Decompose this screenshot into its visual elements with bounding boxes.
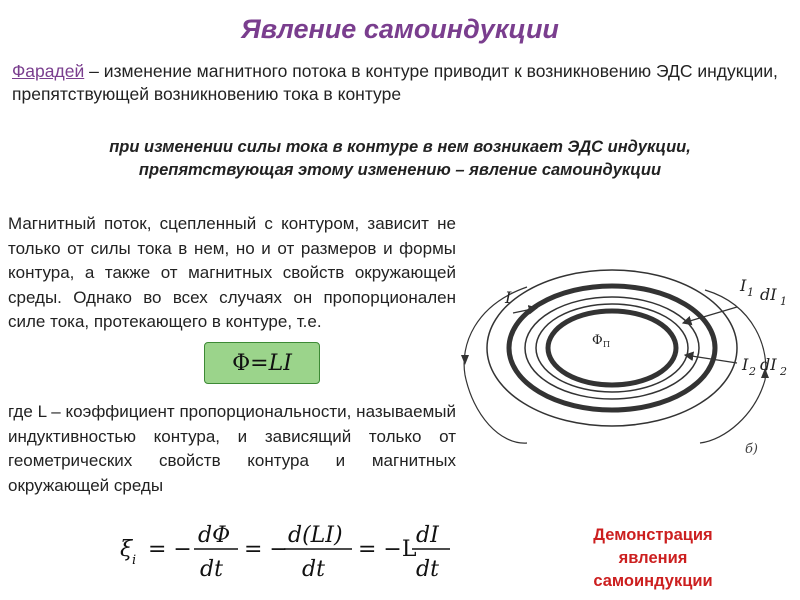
intro-text xyxy=(12,60,792,106)
faraday-link[interactable]: Фарадей xyxy=(12,61,85,81)
eq-dli: d(LI) xyxy=(288,523,343,548)
flux-paragraph: Магнитный поток, сцепленный с контуром, зависит не только от силы тока в нем, но и от размеров и формы контура, а также от магнитных свойств окружающей среды. Однако во всех случаях он пропорционален силе тока, протекающего в контуре, т.е. xyxy=(8,214,456,331)
label-di2: dI xyxy=(760,355,777,374)
eq-dt-1: dt xyxy=(200,557,223,582)
page-title: Явление самоиндукции xyxy=(241,14,559,44)
eq-minus-1: = − xyxy=(148,537,192,562)
ring-inner-thick xyxy=(548,311,676,385)
self-induction-equation xyxy=(120,512,460,588)
label-phi-sub: П xyxy=(603,340,610,349)
eq-xi: ξ xyxy=(120,537,133,562)
demo-link[interactable] xyxy=(568,524,738,593)
label-di1: dI xyxy=(760,285,777,304)
inductance-paragraph: где L – коэффициент пропорциональности, называемый индуктивностью контура, и зависящий только от геометрических свойств контура и магнитных окружающей среды xyxy=(8,402,456,495)
label-di1-sub: 1 xyxy=(780,295,787,308)
label-phi: Φ xyxy=(592,333,603,348)
label-i2-sub: 2 xyxy=(749,365,756,378)
label-i2: I xyxy=(742,355,749,374)
field-arrow-left xyxy=(461,355,469,365)
label-b: б) xyxy=(745,442,759,457)
eq-dt-3: dt xyxy=(416,557,439,582)
eq-dt-2: dt xyxy=(302,557,325,582)
eq-dphi: dΦ xyxy=(198,523,231,548)
eq-xi-sub: i xyxy=(132,553,137,568)
formula-li: LI xyxy=(268,350,292,376)
ring-middle-2 xyxy=(536,304,688,392)
formula-phi: Φ xyxy=(232,350,251,376)
formula-equals: = xyxy=(250,350,269,376)
flux-formula xyxy=(204,342,320,384)
eq-di: dI xyxy=(416,523,439,548)
eq-minus-2: = − xyxy=(244,537,288,562)
demo-line-1: Демонстрация xyxy=(593,526,713,544)
intro-body: – изменение магнитного потока в контуре приводит к возникновению ЭДС индукции, препятствующей возникновению тока в контуре xyxy=(12,61,778,104)
label-i1: I xyxy=(740,276,747,295)
definition-statement xyxy=(0,136,800,182)
demo-line-2: явления xyxy=(618,549,688,567)
eq-minus-l: = −L xyxy=(358,537,417,562)
definition-line-1: при изменении силы тока в контуре в нем возникает ЭДС индукции, xyxy=(109,138,691,156)
demo-line-3: самоиндукции xyxy=(593,572,713,590)
flux-rings-diagram xyxy=(455,265,800,465)
label-i1-sub: 1 xyxy=(747,286,754,299)
field-line-left xyxy=(464,287,527,443)
definition-line-2: препятствующая этому изменению – явление самоиндукции xyxy=(138,161,662,179)
label-di2-sub: 2 xyxy=(780,365,787,378)
label-i: I xyxy=(505,288,512,307)
